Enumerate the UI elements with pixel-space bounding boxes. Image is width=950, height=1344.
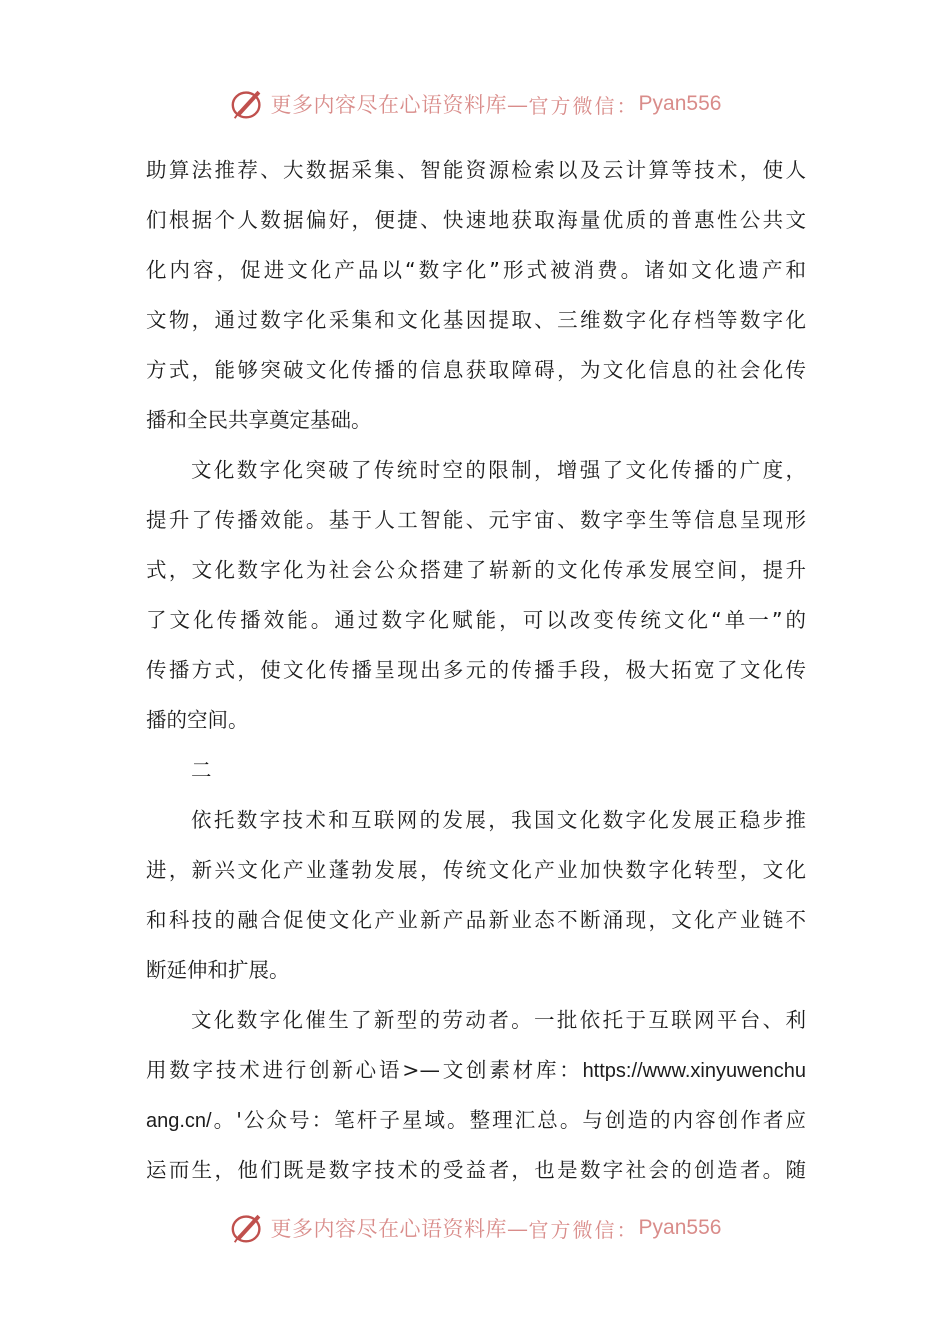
text-line: 和科技的融合促使文化产业新产品新业态不断涌现，文化产业链不	[146, 908, 806, 932]
text-line: 助算法推荐、大数据采集、智能资源检索以及云计算等技术，使人	[146, 158, 806, 182]
paragraph-first-line: 文化数字化催生了新型的劳动者。一批依托于互联网平台、利	[191, 1008, 806, 1032]
text-line-with-url	[146, 1106, 806, 1135]
text-line: 传播方式，使文化传播呈现出多元的传播手段，极大拓宽了文化传	[146, 658, 806, 682]
text-line: 断延伸和扩展。	[146, 958, 290, 982]
text-line: 播的空间。	[146, 708, 249, 732]
text-line: 化内容，促进文化产品以“数字化”形式被消费。诸如文化遗产和	[146, 258, 806, 282]
quill-logo-icon	[229, 1209, 267, 1247]
banner-text: 更多内容尽在心语资料库—	[270, 93, 529, 117]
url-text: https://www.xinyuwenchu	[582, 1060, 806, 1082]
paragraph-first-line: 文化数字化突破了传统时空的限制，增强了文化传播的广度，	[191, 458, 806, 482]
text-line: 方式，能够突破文化传播的信息获取障碍，为文化信息的社会化传	[146, 358, 806, 382]
header-watermark-banner	[0, 84, 950, 124]
text-line: 式，文化数字化为社会公众搭建了崭新的文化传承发展空间，提升	[146, 558, 806, 582]
text-line: 了文化传播效能。通过数字化赋能，可以改变传统文化“单一”的	[146, 608, 806, 632]
text-line: 提升了传播效能。基于人工智能、元宇宙、数字孪生等信息呈现形	[146, 508, 806, 532]
footer-watermark-banner	[0, 1208, 950, 1248]
banner-text: 更多内容尽在心语资料库—	[270, 1217, 529, 1241]
paragraph-first-line: 依托数字技术和互联网的发展，我国文化数字化发展正稳步推	[191, 808, 806, 832]
quill-logo-icon	[229, 85, 267, 123]
text-line: 播和全民共享奠定基础。	[146, 408, 372, 432]
text-line-with-url	[146, 1056, 806, 1085]
text-line: 文物，通过数字化采集和文化基因提取、三维数字化存档等数字化	[146, 308, 806, 332]
text-segment: 。'公众号：笔杆子星域。整理汇总。与创造的内容创作者应	[211, 1108, 806, 1132]
banner-wechat-label: 官方微信：	[528, 1217, 639, 1242]
text-line: 运而生，他们既是数字技术的受益者，也是数字社会的创造者。随	[146, 1158, 806, 1182]
banner-wechat-id: Pyan556	[638, 1216, 722, 1239]
banner-wechat-label: 官方微信：	[528, 93, 639, 118]
text-line: 们根据个人数据偏好，便捷、快速地获取海量优质的普惠性公共文	[146, 208, 806, 232]
section-heading: 二	[191, 758, 212, 782]
text-segment: 用数字技术进行创新心语>—文创素材库：	[146, 1058, 583, 1082]
text-line: 进，新兴文化产业蓬勃发展，传统文化产业加快数字化转型，文化	[146, 858, 806, 882]
url-text: ang.cn/	[146, 1110, 212, 1132]
banner-wechat-id: Pyan556	[638, 92, 722, 115]
